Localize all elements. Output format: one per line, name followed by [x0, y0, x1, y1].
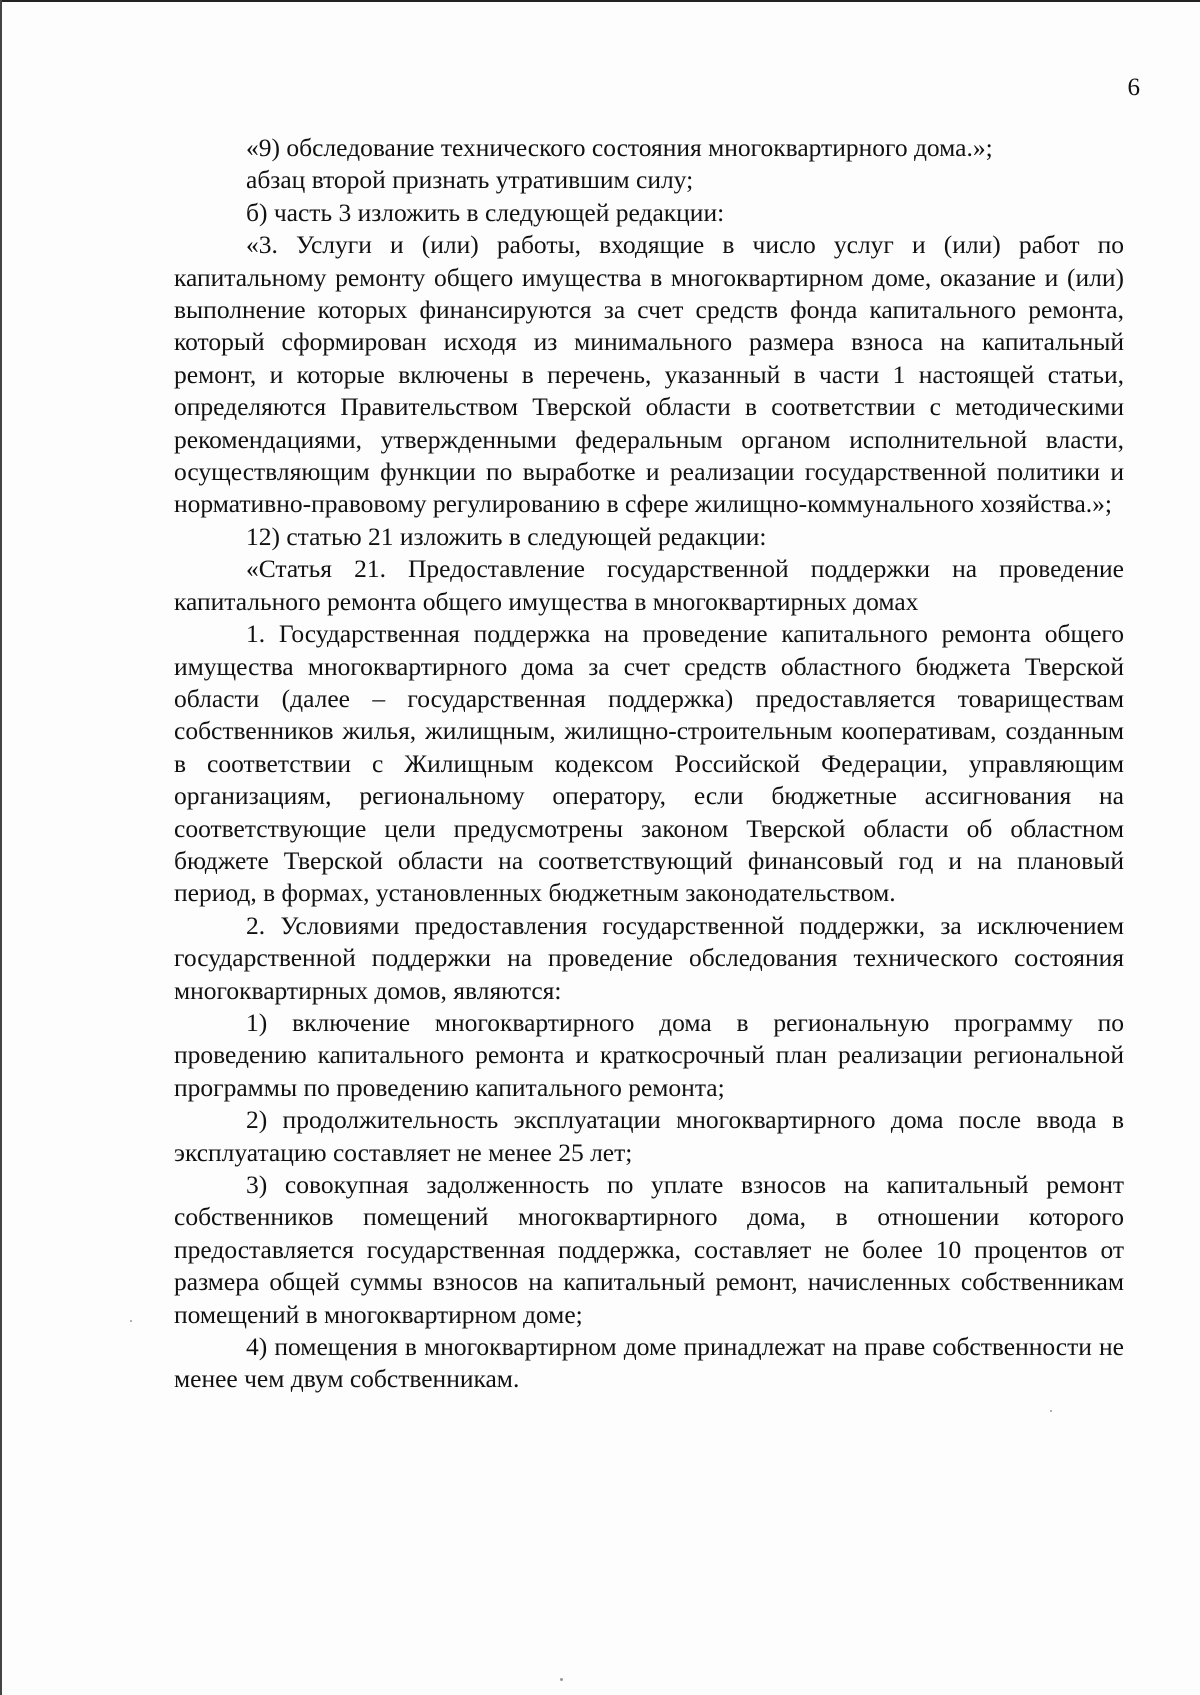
paragraph-part-3-heading: б) часть 3 изложить в следующей редакции:: [246, 197, 725, 227]
scan-speck: [130, 1320, 132, 1322]
page-number: 6: [1127, 74, 1140, 101]
condition-3: 3) совокупная задолженность по уплате взносов на капитальный ремонт собственников помещений многоквартирного дома, в отношении которого предоставляется государственная поддержка, составляет не более 10 процентов от размера общей суммы взносов на капитальный ремонт, начисленных собственникам помещений в многоквартирном доме;: [174, 1170, 1124, 1329]
paragraph-repeal-second-subparagraph: абзац второй признать утратившим силу;: [246, 165, 694, 195]
paragraph-part-3-text: «3. Услуги и (или) работы, входящие в число услуг и (или) работ по капитальному ремонту общего имущества в многоквартирном доме, оказание и (или) выполнение которых финансируются за счет средств фонда капитального ремонта, который сформирован исходя из минимального размера взноса на капитальный ремонт, и которые включены в перечень, указанный в части 1 настоящей статьи, определяются Правительством Тверской области в соответствии с методическими рекомендациями, утвержденными федеральным органом исполнительной власти, осуществляющим функции по выработке и реализации государственной политики и нормативно-правовому регулированию в сфере жилищно-коммунального хозяйства.»;: [174, 230, 1124, 519]
document-body: [174, 132, 1124, 1396]
article-21-point-2: 2. Условиями предоставления государственной поддержки, за исключением государственной поддержки на проведение обследования технического состояния многоквартирных домов, являются:: [174, 910, 1124, 1005]
scan-edge-left: [0, 0, 2, 1695]
scan-speck: [560, 1678, 563, 1681]
condition-2: 2) продолжительность эксплуатации многоквартирного дома после ввода в эксплуатацию составляет не менее 25 лет;: [174, 1105, 1124, 1167]
paragraph-article-21-intro: 12) статью 21 изложить в следующей редакции:: [246, 521, 767, 551]
scan-speck: [1050, 1410, 1052, 1412]
article-21-point-1: 1. Государственная поддержка на проведение капитального ремонта общего имущества многоквартирного дома за счет средств областного бюджета Тверской области (далее – государственная поддержка) предоставляется товариществам собственников жилья, жилищным, жилищно-строительным кооперативам, созданным в соответствии с Жилищным кодексом Российской Федерации, управляющим организациям, региональному оператору, если бюджетные ассигнования на соответствующие цели предусмотрены законом Тверской области об областном бюджете Тверской области на соответствующий финансовый год и на плановый период, в формах, установленных бюджетным законодательством.: [174, 619, 1124, 908]
paragraph-item-9: «9) обследование технического состояния многоквартирного дома.»;: [246, 133, 993, 162]
condition-1: 1) включение многоквартирного дома в региональную программу по проведению капитального ремонта и краткосрочный план реализации региональной программы по проведению капитального ремонта;: [174, 1007, 1124, 1102]
condition-4: 4) помещения в многоквартирном доме принадлежат на праве собственности не менее чем двум собственникам.: [174, 1332, 1124, 1394]
scan-edge-top: [0, 0, 1200, 2]
article-21-title: «Статья 21. Предоставление государственной поддержки на проведение капитального ремонта общего имущества в многоквартирных домах: [174, 554, 1124, 616]
